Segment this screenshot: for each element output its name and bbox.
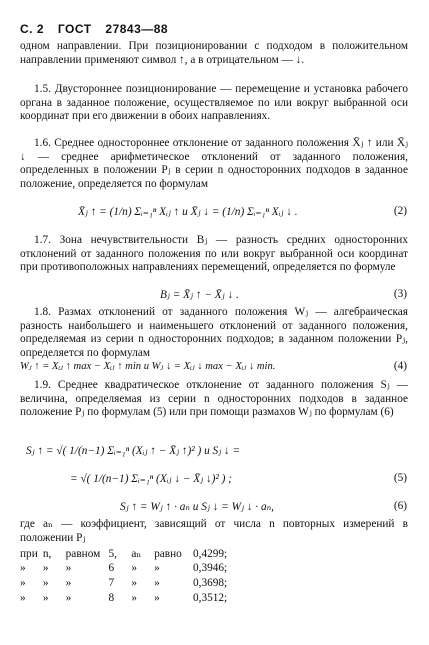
section-1-8: 1.8. Размах отклонений от заданного положения Wⱼ — алгебраическая разность наибольшего и наименьшего отклонений от заданного положения, определяемая из серии n односторонних подходов; в заданном положении Pⱼ, определяется по формулам	[20, 306, 408, 359]
formula-5-line-1: Sⱼ ↑ = √( 1/(n−1) Σᵢ₌₁ⁿ (Xᵢⱼ ↑ − X̄ⱼ ↑)² ) и Sⱼ ↓ =	[26, 445, 241, 457]
page-number: С. 2	[20, 22, 45, 36]
section-1-7: 1.7. Зона нечувствительности Bⱼ — разность средних односторонних отклонений от заданного положения по или вокруг выбранной оси координат при противоположных направлениях перемещений, определяется по формуле	[20, 234, 408, 274]
equation-number-4: (4)	[393, 360, 407, 372]
formula-5-line-2: = √( 1/(n−1) Σᵢ₌₁ⁿ (Xᵢⱼ ↓ − X̄ⱼ ↓)² ) ;	[70, 473, 232, 485]
equation-number-3: (3)	[393, 288, 407, 300]
equation-number-6: (6)	[393, 500, 407, 512]
equation-number-5: (5)	[393, 472, 407, 484]
section-1-6: 1.6. Среднее одностороннее отклонение от заданного положения X̄ⱼ ↑ или X̄ⱼ ↓ — среднее арифметическое отклонений от заданного положения, определенных в положении Pⱼ в серии n односторонних подходов в заданное положение, определяется по формулам	[20, 137, 408, 190]
table-row: » » » 7 » » 0,3698;	[20, 577, 228, 589]
formula-6: Sⱼ ↑ = Wⱼ ↑ · aₙ и Sⱼ ↓ = Wⱼ ↓ · aₙ,	[120, 501, 275, 513]
section-1-5: 1.5. Двустороннее позиционирование — перемещение и установка рабочего органа в заданное положение, осуществляемое по или вокруг выбранной оси координат при его движении в обоих направлениях.	[20, 83, 408, 123]
equation-number-2: (2)	[393, 205, 407, 217]
table-row: » » » 8 » » 0,3512;	[20, 592, 228, 604]
standard-label: ГОСТ	[57, 22, 92, 36]
formula-2: X̄ⱼ ↑ = (1/n) Σᵢ₌₁ⁿ Xᵢⱼ ↑ и X̄ⱼ ↓ = (1/n) Σᵢ₌₁ⁿ Xᵢⱼ ↓ .	[78, 206, 298, 218]
table-row: при n, равном 5, aₙ равно 0,4299;	[20, 548, 228, 560]
standard-number: 27843—88	[105, 22, 169, 36]
intro-paragraph: одном направлении. При позиционировании с подходом в положительном направлении применяют символ ↑, а в отрицательном — ↓.	[20, 40, 408, 66]
coefficient-definition: где aₙ — коэффициент, зависящий от числа n повторных измерений в положении Pⱼ	[20, 518, 408, 544]
page-header	[20, 22, 178, 36]
formula-3: Bⱼ = X̄ⱼ ↑ − X̄ⱼ ↓ .	[160, 289, 239, 301]
table-row: » » » 6 » » 0,3946;	[20, 562, 228, 574]
section-1-9: 1.9. Среднее квадратическое отклонение от заданного положения Sⱼ — величина, определяемая из серии n односторонних подходов в заданное положение Pⱼ по формулам (5) или при помощи размахов Wⱼ по формулам (6)	[20, 379, 408, 419]
formula-4: Wⱼ ↑ = Xᵢⱼ ↑ max − Xᵢⱼ ↑ min и Wⱼ ↓ = Xᵢⱼ ↓ max − Xᵢⱼ ↓ min.	[20, 361, 276, 372]
